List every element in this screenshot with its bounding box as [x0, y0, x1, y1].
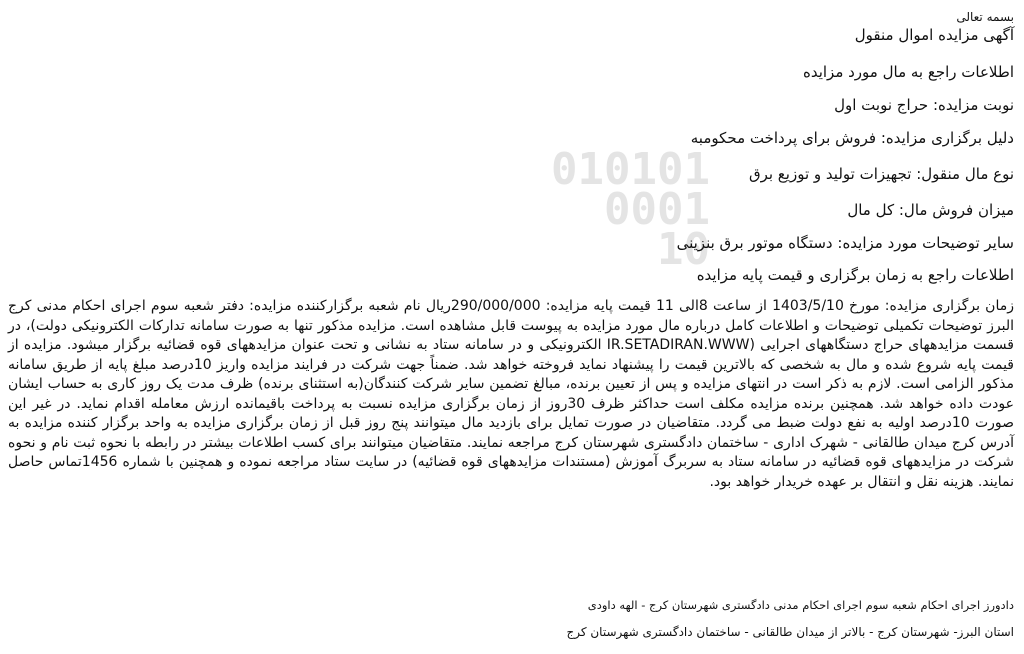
address-line: استان البرز- شهرستان کرج - بالاتر از میدان طالقانی - ساختمان دادگستری شهرستان کرج: [566, 625, 1014, 639]
field-value: دستگاه موتور برق بنزینی: [676, 234, 833, 252]
watermark-line: 010101: [551, 144, 710, 195]
field-item-type: [749, 165, 1014, 183]
field-label: میزان فروش مال:: [898, 201, 1014, 219]
watermark-line: 0001: [604, 184, 710, 235]
field-value: فروش برای پرداخت محکومبه: [690, 129, 877, 147]
field-reason: [691, 129, 1014, 147]
field-label: نوع مال منقول:: [916, 165, 1014, 183]
basmala: بسمه تعالی: [956, 10, 1014, 24]
field-value: کل مال: [847, 201, 895, 219]
field-sale-amount: [847, 201, 1014, 219]
signature-line: دادورز اجرای احکام شعبه سوم اجرای احکام مدنی دادگستری شهرستان کرج - الهه داودی: [587, 598, 1014, 612]
field-other-details: [677, 234, 1014, 252]
notice-title: آگهی مزایده اموال منقول: [854, 26, 1014, 44]
field-label: دلیل برگزاری مزایده:: [880, 129, 1014, 147]
field-value: تجهیزات تولید و توزیع برق: [748, 165, 912, 183]
watermark-line: 10: [657, 224, 710, 275]
binary-watermark: [500, 144, 710, 275]
field-label: سایر توضیحات مورد مزایده:: [837, 234, 1014, 252]
field-value: حراج نوبت اول: [834, 96, 929, 114]
time-price-heading: اطلاعات راجع به زمان برگزاری و قیمت پایه مزایده: [696, 266, 1014, 284]
notice-body: زمان برگزاری مزایده: مورخ 1403/5/10 از ساعت 8الی 11 قیمت پایه مزایده: 290/000/000ریال نام شعبه برگزارکننده مزایده: دفتر شعبه سوم اجرای احکام مدنی کرج البرز توضیحات تکمیلی توضیحات و اطلاعات کامل درباره مال مورد مزایده به پیوست قابل مشاهده است. مزایده مذکور تنها به صورت سامانه تدارکات الکترونیکی دولت)، در قسمت مزایدههای حراج دستگاههای اجرایی (IR.SETADIRAN.WWW الکترونیکی و در سامانه ستاد به نشانی و تحت عنوان مزایدههای قوه قضائیه برگزار میشود. مزایده از قیمت پایه شروع شده و مال به شخصی که بالاترین قیمت را پیشنهاد نماید فروخته خواهد شد. ضمناً جهت شرکت در فرایند مزایده واریز 10درصد مبلغ پایه از طریق سامانه مذکور الزامی است. لازم به ذکر است در انتهای مزایده و پس از تعیین برنده، مبالغ تضمین سایر شرکت کنندگان(به استثنای برنده) ظرف مدت یک روز کاری به حساب ایشان عودت داده خواهد شد. همچنین برنده مزایده مکلف است حداکثر ظرف 30روز از زمان برگزاری مزایده نسبت به پرداخت باقیمانده ارزش معامله اقدام نماید. در غیر این صورت 10درصد اولیه به نفع دولت ضبط می گردد. متقاضیان در صورت تمایل برای بازدید مال میتوانند پنج روز قبل از زمان برگزاری مزایده به واحد برگزار کننده مزایده به آدرس کرج میدان طالقانی - شهرک اداری - ساختمان دادگستری شهرستان کرج مراجعه نمایند. متقاضیان میتوانند برای کسب اطلاعات بیشتر در رابطه با نحوه ثبت نام و نحوه شرکت در مزایدههای قوه قضائیه در سامانه ستاد به سربرگ آموزش (مستندات مزایدههای قوه قضائیه) در سایت ستاد مراجعه نموده و همچنین با شماره 1456تماس حاصل نمایند. هزینه نقل و انتقال بر عهده خریدار خواهد بود.: [8, 298, 1014, 490]
item-info-heading: اطلاعات راجع به مال مورد مزایده: [802, 63, 1014, 81]
field-round: [834, 96, 1014, 114]
field-label: نوبت مزایده:: [932, 96, 1014, 114]
